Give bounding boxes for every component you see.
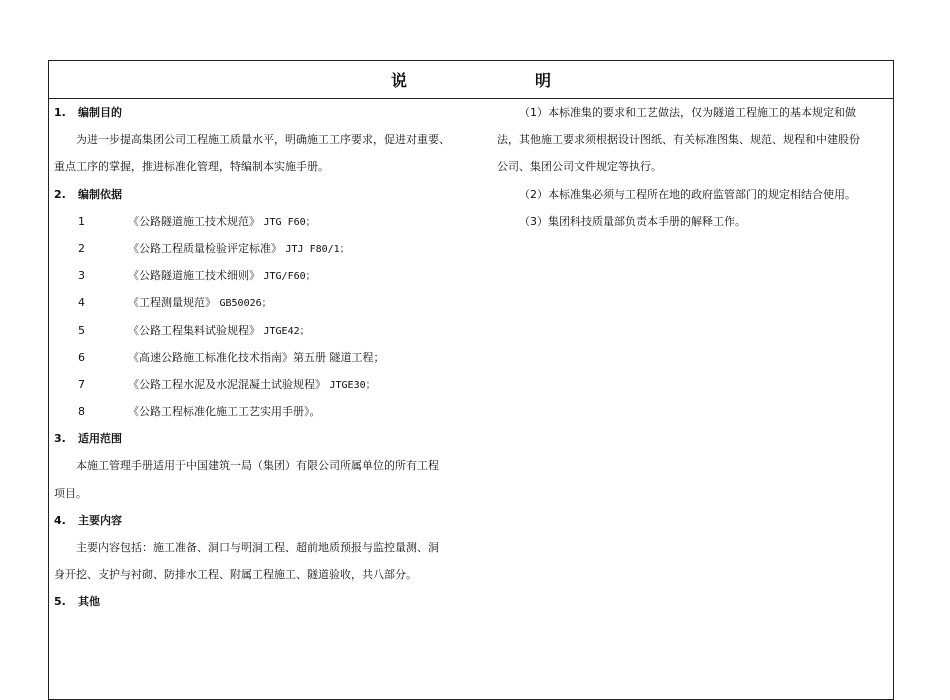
reference-item (54, 289, 494, 316)
reference-title: 《工程测量规范》 (128, 296, 216, 310)
reference-code: JTGE30； (329, 379, 376, 391)
title-row (49, 61, 893, 99)
paragraph-line: 身开挖、支护与衬砌、防排水工程、附属工程施工、隧道验收，共八部分。 (54, 568, 417, 582)
section-number: 4. (54, 513, 66, 527)
section-title: 其他 (78, 595, 100, 609)
paragraph-line: 主要内容包括：施工准备、洞口与明洞工程、超前地质预报与监控量测、洞 (76, 541, 439, 554)
document-table (48, 60, 894, 700)
paragraph-line: 重点工序的掌握，推进标准化管理，特编制本实施手册。 (54, 160, 329, 174)
reference-item (54, 398, 494, 425)
page-title: 说 明 (390, 71, 607, 90)
section-heading (54, 181, 494, 208)
section-heading (54, 588, 494, 615)
reference-title: 《公路工程质量检验评定标准》 (128, 241, 282, 255)
reference-number: 3 (78, 269, 85, 283)
section-heading (54, 99, 494, 126)
reference-code: JTG/F60； (263, 271, 316, 283)
paragraph-line: （2）本标准集必须与工程所在地的政府监管部门的规定相结合使用。 (519, 187, 856, 201)
reference-item (54, 344, 494, 371)
reference-title: 《高速公路施工标准化技术指南》第五册 隧道工程； (128, 350, 385, 364)
reference-item (54, 235, 494, 262)
section-number: 1. (54, 106, 66, 119)
reference-item (54, 317, 494, 344)
section-heading (54, 425, 494, 452)
section-number: 3. (54, 432, 66, 446)
reference-number: 2 (78, 241, 85, 255)
reference-title: 《公路隧道施工技术细则》 (128, 269, 260, 283)
reference-number: 4 (78, 296, 85, 310)
paragraph-line: 本施工管理手册适用于中国建筑一局（集团）有限公司所属单位的所有工程 (76, 459, 439, 473)
reference-title: 《公路工程标准化施工工艺实用手册》。 (128, 405, 321, 419)
section-title: 编制目的 (78, 106, 122, 119)
paragraph-line: 为进一步提高集团公司工程施工质量水平，明确施工工序要求，促进对重要、 (76, 133, 450, 147)
section-number: 2. (54, 187, 66, 201)
left-column (54, 99, 494, 616)
reference-number: 7 (78, 377, 85, 391)
paragraph-line: 项目。 (54, 486, 87, 500)
paragraph-line: 公司、集团公司文件规定等执行。 (497, 160, 662, 174)
section-heading (54, 507, 494, 534)
reference-title: 《公路工程集料试验规程》 (128, 323, 260, 337)
reference-title: 《公路隧道施工技术规范》 (128, 214, 260, 228)
reference-code: JTG F60； (263, 216, 316, 228)
reference-number: 5 (78, 323, 85, 337)
reference-number: 1 (78, 214, 85, 228)
reference-code: GB50026； (219, 298, 272, 310)
section-title: 适用范围 (78, 432, 122, 446)
reference-number: 8 (78, 405, 85, 419)
paragraph-line: 法，其他施工要求须根据设计图纸、有关标准图集、规范、规程和中建股份 (497, 133, 860, 147)
reference-code: JTJ F80/1； (285, 243, 350, 255)
reference-item (54, 262, 494, 289)
paragraph-line: （3）集团科技质量部负责本手册的解释工作。 (519, 214, 746, 228)
reference-number: 6 (78, 350, 85, 364)
right-column (497, 99, 891, 235)
section-number: 5. (54, 595, 66, 609)
reference-item (54, 371, 494, 398)
reference-code: JTGE42； (263, 325, 310, 337)
section-title: 主要内容 (78, 513, 122, 527)
reference-title: 《公路工程水泥及水泥混凝土试验规程》 (128, 377, 326, 391)
paragraph-line: （1）本标准集的要求和工艺做法，仅为隧道工程施工的基本规定和做 (519, 106, 856, 119)
reference-item (54, 208, 494, 235)
section-title: 编制依据 (78, 187, 122, 201)
